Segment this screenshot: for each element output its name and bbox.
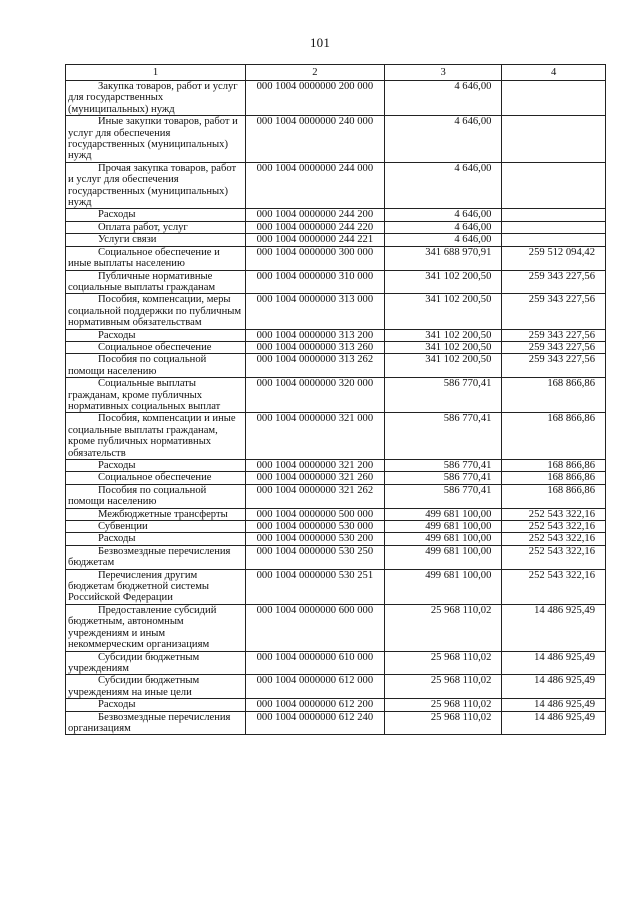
- row-approved-amount-cell: 341 102 200,50: [384, 329, 502, 341]
- page-number: 101: [309, 35, 331, 50]
- row-name-cell: Пособия по социальной помощи населению: [66, 484, 246, 508]
- table-row: [66, 545, 606, 569]
- row-code-cell: 000 1004 0000000 321 200: [246, 460, 385, 472]
- table-row: [66, 711, 606, 735]
- row-code-cell: 000 1004 0000000 313 262: [246, 354, 385, 378]
- report-table: [65, 64, 606, 735]
- table-row: [66, 569, 606, 604]
- row-code-cell: 000 1004 0000000 530 000: [246, 521, 385, 533]
- row-code-cell: 000 1004 0000000 610 000: [246, 651, 385, 675]
- row-executed-amount-cell: 168 866,86: [502, 460, 606, 472]
- row-executed-amount-cell: 259 343 227,56: [502, 329, 606, 341]
- row-approved-amount-cell: 341 102 200,50: [384, 294, 502, 329]
- row-code-cell: 000 1004 0000000 500 000: [246, 508, 385, 520]
- row-executed-amount-cell: [502, 81, 606, 116]
- row-name-cell: Субвенции: [66, 521, 246, 533]
- table-row: [66, 413, 606, 460]
- row-code-cell: 000 1004 0000000 320 000: [246, 378, 385, 413]
- row-approved-amount-cell: 341 102 200,50: [384, 354, 502, 378]
- row-executed-amount-cell: 259 343 227,56: [502, 354, 606, 378]
- row-name-cell: Оплата работ, услуг: [66, 221, 246, 233]
- column-header-2: 2: [246, 65, 385, 81]
- row-approved-amount-cell: 499 681 100,00: [384, 569, 502, 604]
- table-row: [66, 484, 606, 508]
- row-code-cell: 000 1004 0000000 530 251: [246, 569, 385, 604]
- row-code-cell: 000 1004 0000000 313 260: [246, 341, 385, 353]
- row-code-cell: 000 1004 0000000 321 260: [246, 472, 385, 484]
- row-name-cell: Услуги связи: [66, 234, 246, 246]
- table-row: [66, 81, 606, 116]
- row-executed-amount-cell: 14 486 925,49: [502, 699, 606, 711]
- row-name-cell: Расходы: [66, 533, 246, 545]
- row-approved-amount-cell: 25 968 110,02: [384, 699, 502, 711]
- row-executed-amount-cell: 259 343 227,56: [502, 341, 606, 353]
- row-executed-amount-cell: 252 543 322,16: [502, 508, 606, 520]
- table-row: [66, 270, 606, 294]
- row-name-cell: Расходы: [66, 329, 246, 341]
- row-approved-amount-cell: 499 681 100,00: [384, 521, 502, 533]
- table-row: [66, 329, 606, 341]
- row-code-cell: 000 1004 0000000 321 000: [246, 413, 385, 460]
- row-code-cell: 000 1004 0000000 200 000: [246, 81, 385, 116]
- table-row: [66, 521, 606, 533]
- row-approved-amount-cell: 341 688 970,91: [384, 246, 502, 270]
- row-executed-amount-cell: [502, 162, 606, 209]
- row-name-cell: Расходы: [66, 209, 246, 221]
- row-name-cell: Пособия по социальной помощи населению: [66, 354, 246, 378]
- row-code-cell: 000 1004 0000000 300 000: [246, 246, 385, 270]
- row-approved-amount-cell: 499 681 100,00: [384, 545, 502, 569]
- row-name-cell: Публичные нормативные социальные выплаты гражданам: [66, 270, 246, 294]
- row-code-cell: 000 1004 0000000 612 200: [246, 699, 385, 711]
- row-approved-amount-cell: 586 770,41: [384, 484, 502, 508]
- row-name-cell: Перечисления другим бюджетам бюджетной системы Российской Федерации: [66, 569, 246, 604]
- row-executed-amount-cell: 168 866,86: [502, 472, 606, 484]
- row-name-cell: Предоставление субсидий бюджетным, автономным учреждениям и иным некоммерческим организациям: [66, 604, 246, 651]
- table-row: [66, 604, 606, 651]
- row-approved-amount-cell: 341 102 200,50: [384, 341, 502, 353]
- row-approved-amount-cell: 586 770,41: [384, 378, 502, 413]
- table-row: [66, 533, 606, 545]
- row-approved-amount-cell: 25 968 110,02: [384, 604, 502, 651]
- table-row: [66, 472, 606, 484]
- row-executed-amount-cell: 168 866,86: [502, 413, 606, 460]
- row-approved-amount-cell: 499 681 100,00: [384, 533, 502, 545]
- row-code-cell: 000 1004 0000000 244 221: [246, 234, 385, 246]
- row-approved-amount-cell: 586 770,41: [384, 460, 502, 472]
- row-approved-amount-cell: 586 770,41: [384, 472, 502, 484]
- table-row: [66, 246, 606, 270]
- row-executed-amount-cell: 252 543 322,16: [502, 533, 606, 545]
- table-row: [66, 354, 606, 378]
- table-row: [66, 221, 606, 233]
- row-name-cell: Социальное обеспечение и иные выплаты населению: [66, 246, 246, 270]
- row-approved-amount-cell: 4 646,00: [384, 209, 502, 221]
- row-approved-amount-cell: 4 646,00: [384, 81, 502, 116]
- row-name-cell: Социальное обеспечение: [66, 341, 246, 353]
- row-executed-amount-cell: 168 866,86: [502, 378, 606, 413]
- row-executed-amount-cell: [502, 116, 606, 163]
- table-row: [66, 651, 606, 675]
- row-name-cell: Безвозмездные перечисления бюджетам: [66, 545, 246, 569]
- table-row: [66, 294, 606, 329]
- row-name-cell: Социальные выплаты гражданам, кроме публичных нормативных социальных выплат: [66, 378, 246, 413]
- row-code-cell: 000 1004 0000000 321 262: [246, 484, 385, 508]
- row-executed-amount-cell: 14 486 925,49: [502, 675, 606, 699]
- table-row: [66, 116, 606, 163]
- row-name-cell: Расходы: [66, 460, 246, 472]
- row-name-cell: Социальное обеспечение: [66, 472, 246, 484]
- row-name-cell: Иные закупки товаров, работ и услуг для обеспечения государственных (муниципальных) нужд: [66, 116, 246, 163]
- row-name-cell: Закупка товаров, работ и услуг для государственных (муниципальных) нужд: [66, 81, 246, 116]
- row-code-cell: 000 1004 0000000 310 000: [246, 270, 385, 294]
- table-row: [66, 234, 606, 246]
- table-row: [66, 699, 606, 711]
- row-approved-amount-cell: 499 681 100,00: [384, 508, 502, 520]
- table-row: [66, 162, 606, 209]
- row-code-cell: 000 1004 0000000 240 000: [246, 116, 385, 163]
- row-executed-amount-cell: [502, 234, 606, 246]
- row-code-cell: 000 1004 0000000 313 200: [246, 329, 385, 341]
- row-name-cell: Безвозмездные перечисления организациям: [66, 711, 246, 735]
- row-executed-amount-cell: 252 543 322,16: [502, 545, 606, 569]
- row-executed-amount-cell: 259 512 094,42: [502, 246, 606, 270]
- column-header-1: 1: [66, 65, 246, 81]
- column-header-4: 4: [502, 65, 606, 81]
- row-approved-amount-cell: 25 968 110,02: [384, 711, 502, 735]
- table-row: [66, 460, 606, 472]
- column-header-3: 3: [384, 65, 502, 81]
- table-row: [66, 508, 606, 520]
- row-code-cell: 000 1004 0000000 530 250: [246, 545, 385, 569]
- row-approved-amount-cell: 4 646,00: [384, 162, 502, 209]
- row-code-cell: 000 1004 0000000 244 220: [246, 221, 385, 233]
- table-row: [66, 378, 606, 413]
- row-executed-amount-cell: 168 866,86: [502, 484, 606, 508]
- row-executed-amount-cell: 259 343 227,56: [502, 270, 606, 294]
- row-code-cell: 000 1004 0000000 530 200: [246, 533, 385, 545]
- row-name-cell: Пособия, компенсации и иные социальные выплаты гражданам, кроме публичных нормативных обязательств: [66, 413, 246, 460]
- row-approved-amount-cell: 586 770,41: [384, 413, 502, 460]
- table-row: [66, 341, 606, 353]
- table-row: [66, 209, 606, 221]
- row-code-cell: 000 1004 0000000 244 000: [246, 162, 385, 209]
- row-approved-amount-cell: 4 646,00: [384, 116, 502, 163]
- row-executed-amount-cell: 259 343 227,56: [502, 294, 606, 329]
- row-code-cell: 000 1004 0000000 600 000: [246, 604, 385, 651]
- row-name-cell: Субсидии бюджетным учреждениям на иные цели: [66, 675, 246, 699]
- row-name-cell: Расходы: [66, 699, 246, 711]
- row-code-cell: 000 1004 0000000 244 200: [246, 209, 385, 221]
- row-executed-amount-cell: 252 543 322,16: [502, 569, 606, 604]
- row-code-cell: 000 1004 0000000 612 240: [246, 711, 385, 735]
- row-executed-amount-cell: [502, 209, 606, 221]
- row-executed-amount-cell: 14 486 925,49: [502, 604, 606, 651]
- row-approved-amount-cell: 4 646,00: [384, 221, 502, 233]
- table-row: [66, 675, 606, 699]
- row-name-cell: Прочая закупка товаров, работ и услуг для обеспечения государственных (муниципальных) нужд: [66, 162, 246, 209]
- row-executed-amount-cell: 252 543 322,16: [502, 521, 606, 533]
- row-name-cell: Субсидии бюджетным учреждениям: [66, 651, 246, 675]
- row-approved-amount-cell: 25 968 110,02: [384, 651, 502, 675]
- row-name-cell: Пособия, компенсации, меры социальной поддержки по публичным нормативным обязательствам: [66, 294, 246, 329]
- row-approved-amount-cell: 25 968 110,02: [384, 675, 502, 699]
- row-code-cell: 000 1004 0000000 612 000: [246, 675, 385, 699]
- table-header-row: [66, 65, 606, 81]
- row-name-cell: Межбюджетные трансферты: [66, 508, 246, 520]
- row-approved-amount-cell: 341 102 200,50: [384, 270, 502, 294]
- row-executed-amount-cell: 14 486 925,49: [502, 711, 606, 735]
- row-approved-amount-cell: 4 646,00: [384, 234, 502, 246]
- row-executed-amount-cell: [502, 221, 606, 233]
- row-code-cell: 000 1004 0000000 313 000: [246, 294, 385, 329]
- table-body: [66, 81, 606, 735]
- row-executed-amount-cell: 14 486 925,49: [502, 651, 606, 675]
